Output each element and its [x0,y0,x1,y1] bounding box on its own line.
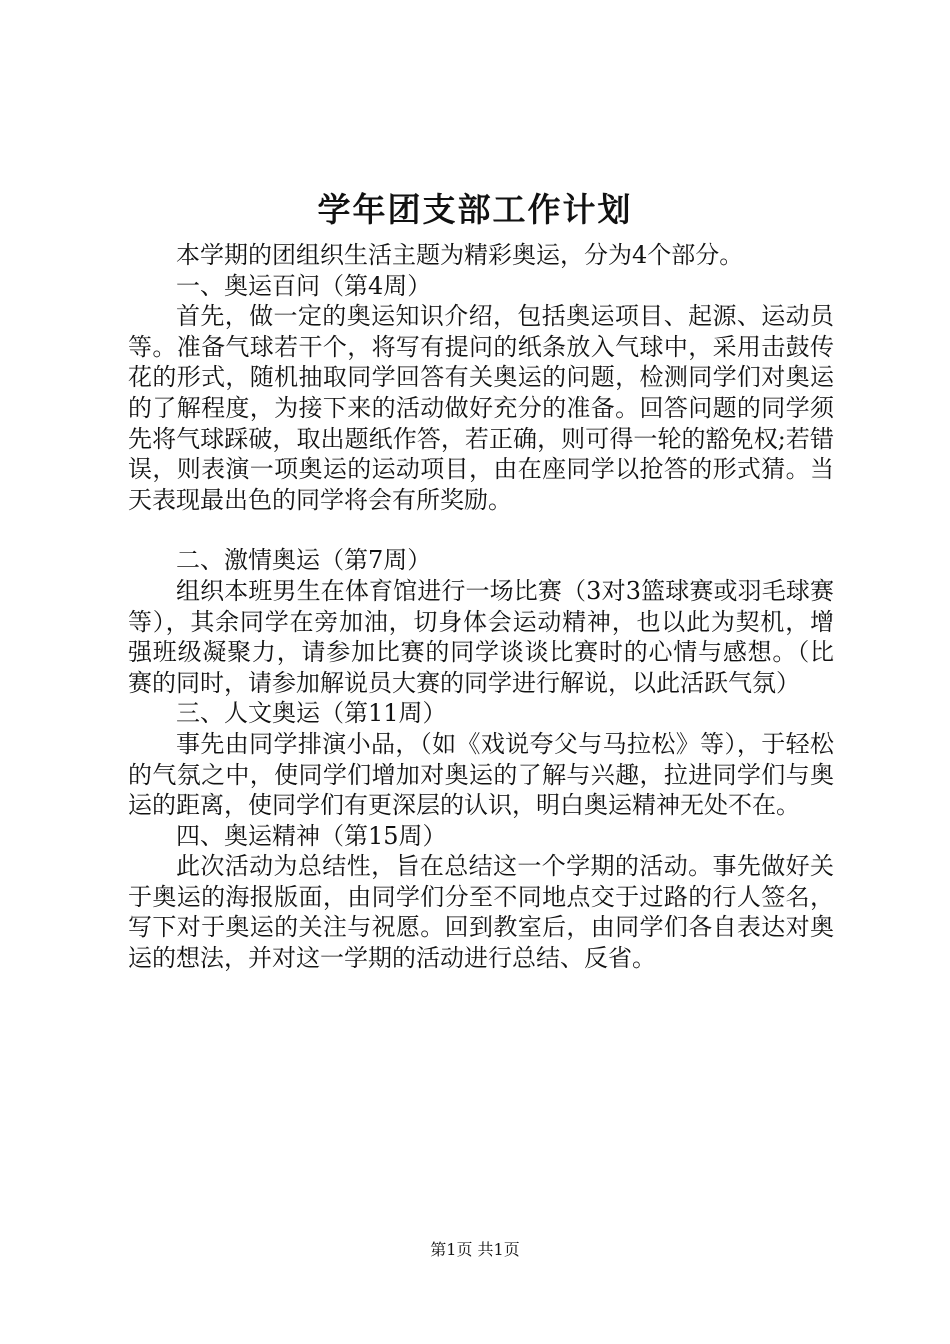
section-body-4: 此次活动为总结性，旨在总结这一个学期的活动。事先做好关于奥运的海报版面，由同学们分至不同地点交于过路的行人签名，写下对于奥运的关注与祝愿。回到教室后，由同学们各自表达对奥运的想法，并对这一学期的活动进行总结、反省。 [128,852,834,973]
section-body-3: 事先由同学排演小品，（如《戏说夸父与马拉松》等），于轻松的气氛之中，使同学们增加对奥运的了解与兴趣，拉进同学们与奥运的距离，使同学们有更深层的认识，明白奥运精神无处不在。 [128,729,834,820]
page-footer: 第1页 共1页 [430,1240,520,1259]
section-heading-1: 一、奥运百问（第4周） [176,271,432,300]
section-body-1: 首先，做一定的奥运知识介绍，包括奥运项目、起源、运动员等。准备气球若干个，将写有提问的纸条放入气球中，采用击鼓传花的形式，随机抽取同学回答有关奥运的问题，检测同学们对奥运的了解程度，为接下来的活动做好充分的准备。回答问题的同学须先将气球踩破，取出题纸作答，若正确，则可得一轮的豁免权;若错误，则表演一项奥运的运动项目，由在座同学以抢答的形式猜。当天表现最出色的同学将会有所奖励。 [128,302,834,514]
section-body-2: 组织本班男生在体育馆进行一场比赛（3对3篮球赛或羽毛球赛等），其余同学在旁加油，切身体会运动精神，也以此为契机，增强班级凝聚力，请参加比赛的同学谈谈比赛时的心情与感想。（比赛的同时，请参加解说员大赛的同学进行解说，以此活跃气氛） [128,576,834,697]
section-heading-3: 三、人文奥运（第11周） [176,699,447,728]
intro-paragraph: 本学期的团组织生活主题为精彩奥运，分为4个部分。 [176,241,744,269]
section-heading-4: 四、奥运精神（第15周） [176,821,447,850]
section-heading-2: 二、激情奥运（第7周） [176,546,432,575]
page-title: 学年团支部工作计划 [317,190,633,229]
document-body [128,240,834,974]
